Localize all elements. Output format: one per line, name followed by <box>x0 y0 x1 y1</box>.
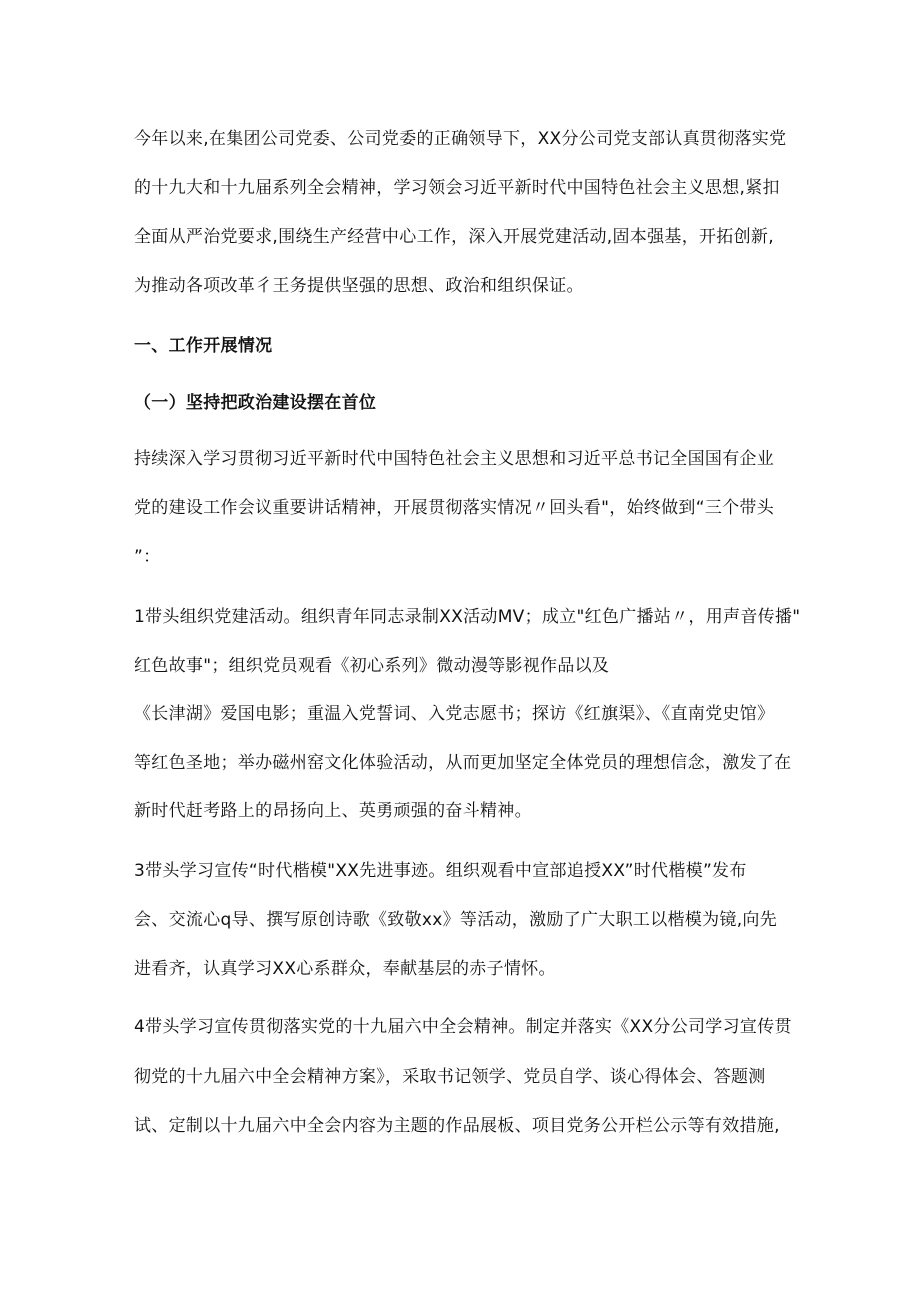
text-line: 持续深入学习贯彻习近平新时代中国特色社会主义思想和习近平总书记全国国有企业 <box>134 449 775 469</box>
text-line: 等红色圣地；举办磁州窑文化体验活动，从而更加坚定全体党员的理想信念，激发了在 <box>134 753 792 773</box>
text-line: 为推动各项改革彳王务提供坚强的思想、政治和组织保证。 <box>134 276 584 296</box>
text-line: 3带头学习宣传“时代楷模"XX先进事迹。组织观看中宣部追授XX”时代楷模”发布 <box>134 861 747 881</box>
subsection-heading: （一）坚持把政治建设摆在首位 <box>134 393 377 413</box>
text-line: 会、交流心q导、撰写原创诗歌《致敬xx》等活动，激励了广大职工以楷模为镜,向先 <box>134 910 778 930</box>
text-line: 试、定制以十九届六中全会内容为主题的作品展板、项目党务公开栏公示等有效措施, <box>134 1116 780 1136</box>
text-line: 进看齐，认真学习XX心系群众，奉献基层的赤子情怀。 <box>134 959 556 979</box>
text-line: 1带头组织党建活动。组织青年同志录制XX活动MV；成立"红色广播站〃，用声音传播" <box>134 607 801 627</box>
text-line: 彻党的十九届六中全会精神方案》，采取书记领学、党员自学、谈心得体会、答题测 <box>134 1067 766 1087</box>
text-line: 4带头学习宣传贯彻落实党的十九届六中全会精神。制定并落实《XX分公司学习宣传贯 <box>134 1017 792 1037</box>
text-line: ”： <box>134 547 161 567</box>
text-line: 的十九大和十九届系列全会精神，学习领会习近平新时代中国特色社会主义思想,紧扣 <box>134 178 780 198</box>
text-line: 新时代赶考路上的昂扬向上、英勇顽强的奋斗精神。 <box>134 801 532 821</box>
section-heading: 一、工作开展情况 <box>134 336 273 356</box>
text-line: 红色故事"；组织党员观看《初心系列》微动漫等影视作品以及 <box>134 656 610 676</box>
text-line: 《长津湖》爱国电影；重温入党誓词、入党志愿书；探访《红旗渠》、《直南党史馆》 <box>134 704 775 724</box>
text-line: 党的建设工作会议重要讲话精神，开展贯彻落实情况〃回头看"，始终做到“三个带头 <box>134 498 775 518</box>
text-line: 全面从严治党要求,围绕生产经营中心工作，深入开展党建活动,固本强基，开拓创新, <box>134 227 774 247</box>
text-line: 今年以来,在集团公司党委、公司党委的正确领导下，XX分公司党支部认真贯彻落实党 <box>134 129 787 149</box>
